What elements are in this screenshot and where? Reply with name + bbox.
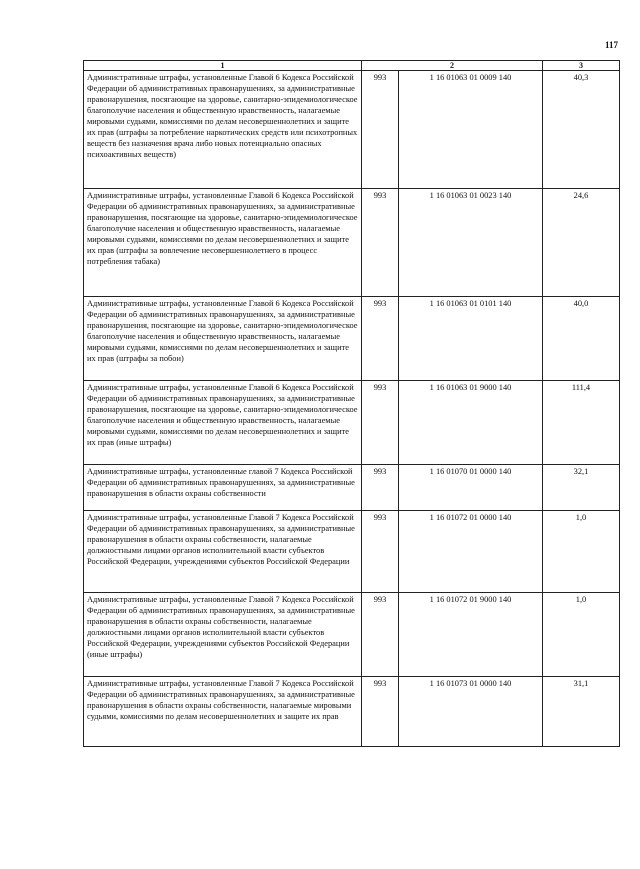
row-name: Административные штрафы, установленные Главой 6 Кодекса Российской Федерации об административных правонарушениях, за административные правонарушения, посягающие на здоровье, санитарно-эпидемиологическое благополучие населения и общественную нравственность, налагаемые мировыми судьями, комиссиями по делам несовершеннолетних и защите их прав (штрафы за побои)	[84, 297, 362, 381]
row-value: 24,6	[543, 189, 620, 297]
row-budget-code: 1 16 01073 01 0000 140	[399, 677, 543, 747]
table-row	[84, 593, 620, 677]
row-budget-code: 1 16 01063 01 0009 140	[399, 71, 543, 189]
row-budget-code: 1 16 01063 01 0023 140	[399, 189, 543, 297]
row-value: 31,1	[543, 677, 620, 747]
row-admin-code: 993	[362, 677, 399, 747]
row-admin-code: 993	[362, 381, 399, 465]
row-name: Административные штрафы, установленные Главой 6 Кодекса Российской Федерации об административных правонарушениях, за административные правонарушения, посягающие на здоровье, санитарно-эпидемиологическое благополучие населения и общественную нравственность, налагаемые мировыми судьями, комиссиями по делам несовершеннолетних и защите их прав (штрафы за потребление наркотических средств или психотропных веществ без назначения врача либо новых потенциально опасных психоактивных веществ)	[84, 71, 362, 189]
row-budget-code: 1 16 01072 01 0000 140	[399, 511, 543, 593]
row-admin-code: 993	[362, 189, 399, 297]
row-name: Административные штрафы, установленные Главой 6 Кодекса Российской Федерации об административных правонарушениях, за административные правонарушения, посягающие на здоровье, санитарно-эпидемиологическое благополучие населения и общественную нравственность, налагаемые мировыми судьями, комиссиями по делам несовершеннолетних и защите их прав (штрафы за вовлечение несовершеннолетнего в процесс потребления табака)	[84, 189, 362, 297]
row-name: Административные штрафы, установленные Главой 7 Кодекса Российской Федерации об административных правонарушениях, за административные правонарушения в области охраны собственности, налагаемые мировыми судьями, комиссиями по делам несовершеннолетних и защите их прав	[84, 677, 362, 747]
row-budget-code: 1 16 01063 01 9000 140	[399, 381, 543, 465]
row-admin-code: 993	[362, 593, 399, 677]
budget-revenue-table	[83, 60, 620, 747]
row-admin-code: 993	[362, 297, 399, 381]
row-name: Административные штрафы, установленные Главой 6 Кодекса Российской Федерации об административных правонарушениях, за административные правонарушения, посягающие на здоровье, санитарно-эпидемиологическое благополучие населения и общественную нравственность, налагаемые мировыми судьями, комиссиями по делам несовершеннолетних и защите их прав (иные штрафы)	[84, 381, 362, 465]
row-name: Административные штрафы, установленные Главой 7 Кодекса Российской Федерации об административных правонарушениях, за административные правонарушения в области охраны собственности, налагаемые должностными лицами органов исполнительной власти субъектов Российской Федерации, учреждениями субъектов Российской Федерации	[84, 511, 362, 593]
row-admin-code: 993	[362, 465, 399, 511]
table-header-row	[84, 61, 620, 71]
row-value: 40,0	[543, 297, 620, 381]
row-value: 1,0	[543, 511, 620, 593]
row-value: 40,3	[543, 71, 620, 189]
row-budget-code: 1 16 01070 01 0000 140	[399, 465, 543, 511]
table-row	[84, 381, 620, 465]
row-value: 1,0	[543, 593, 620, 677]
row-value: 111,4	[543, 381, 620, 465]
header-col-value: 3	[543, 61, 620, 71]
page-number: 117	[604, 40, 618, 50]
table-row	[84, 297, 620, 381]
table-row	[84, 189, 620, 297]
table-row	[84, 511, 620, 593]
row-budget-code: 1 16 01072 01 9000 140	[399, 593, 543, 677]
header-col-name: 1	[84, 61, 362, 71]
table-row	[84, 465, 620, 511]
row-budget-code: 1 16 01063 01 0101 140	[399, 297, 543, 381]
table-row	[84, 71, 620, 189]
header-col-code: 2	[362, 61, 543, 71]
row-admin-code: 993	[362, 71, 399, 189]
row-value: 32,1	[543, 465, 620, 511]
row-name: Административные штрафы, установленные главой 7 Кодекса Российской Федерации об административных правонарушениях, за административные правонарушения в области охраны собственности	[84, 465, 362, 511]
table-row	[84, 677, 620, 747]
row-name: Административные штрафы, установленные Главой 7 Кодекса Российской Федерации об административных правонарушениях, за административные правонарушения в области охраны собственности, налагаемые должностными лицами органов исполнительной власти субъектов Российской Федерации, учреждениями субъектов Российской Федерации (иные штрафы)	[84, 593, 362, 677]
row-admin-code: 993	[362, 511, 399, 593]
